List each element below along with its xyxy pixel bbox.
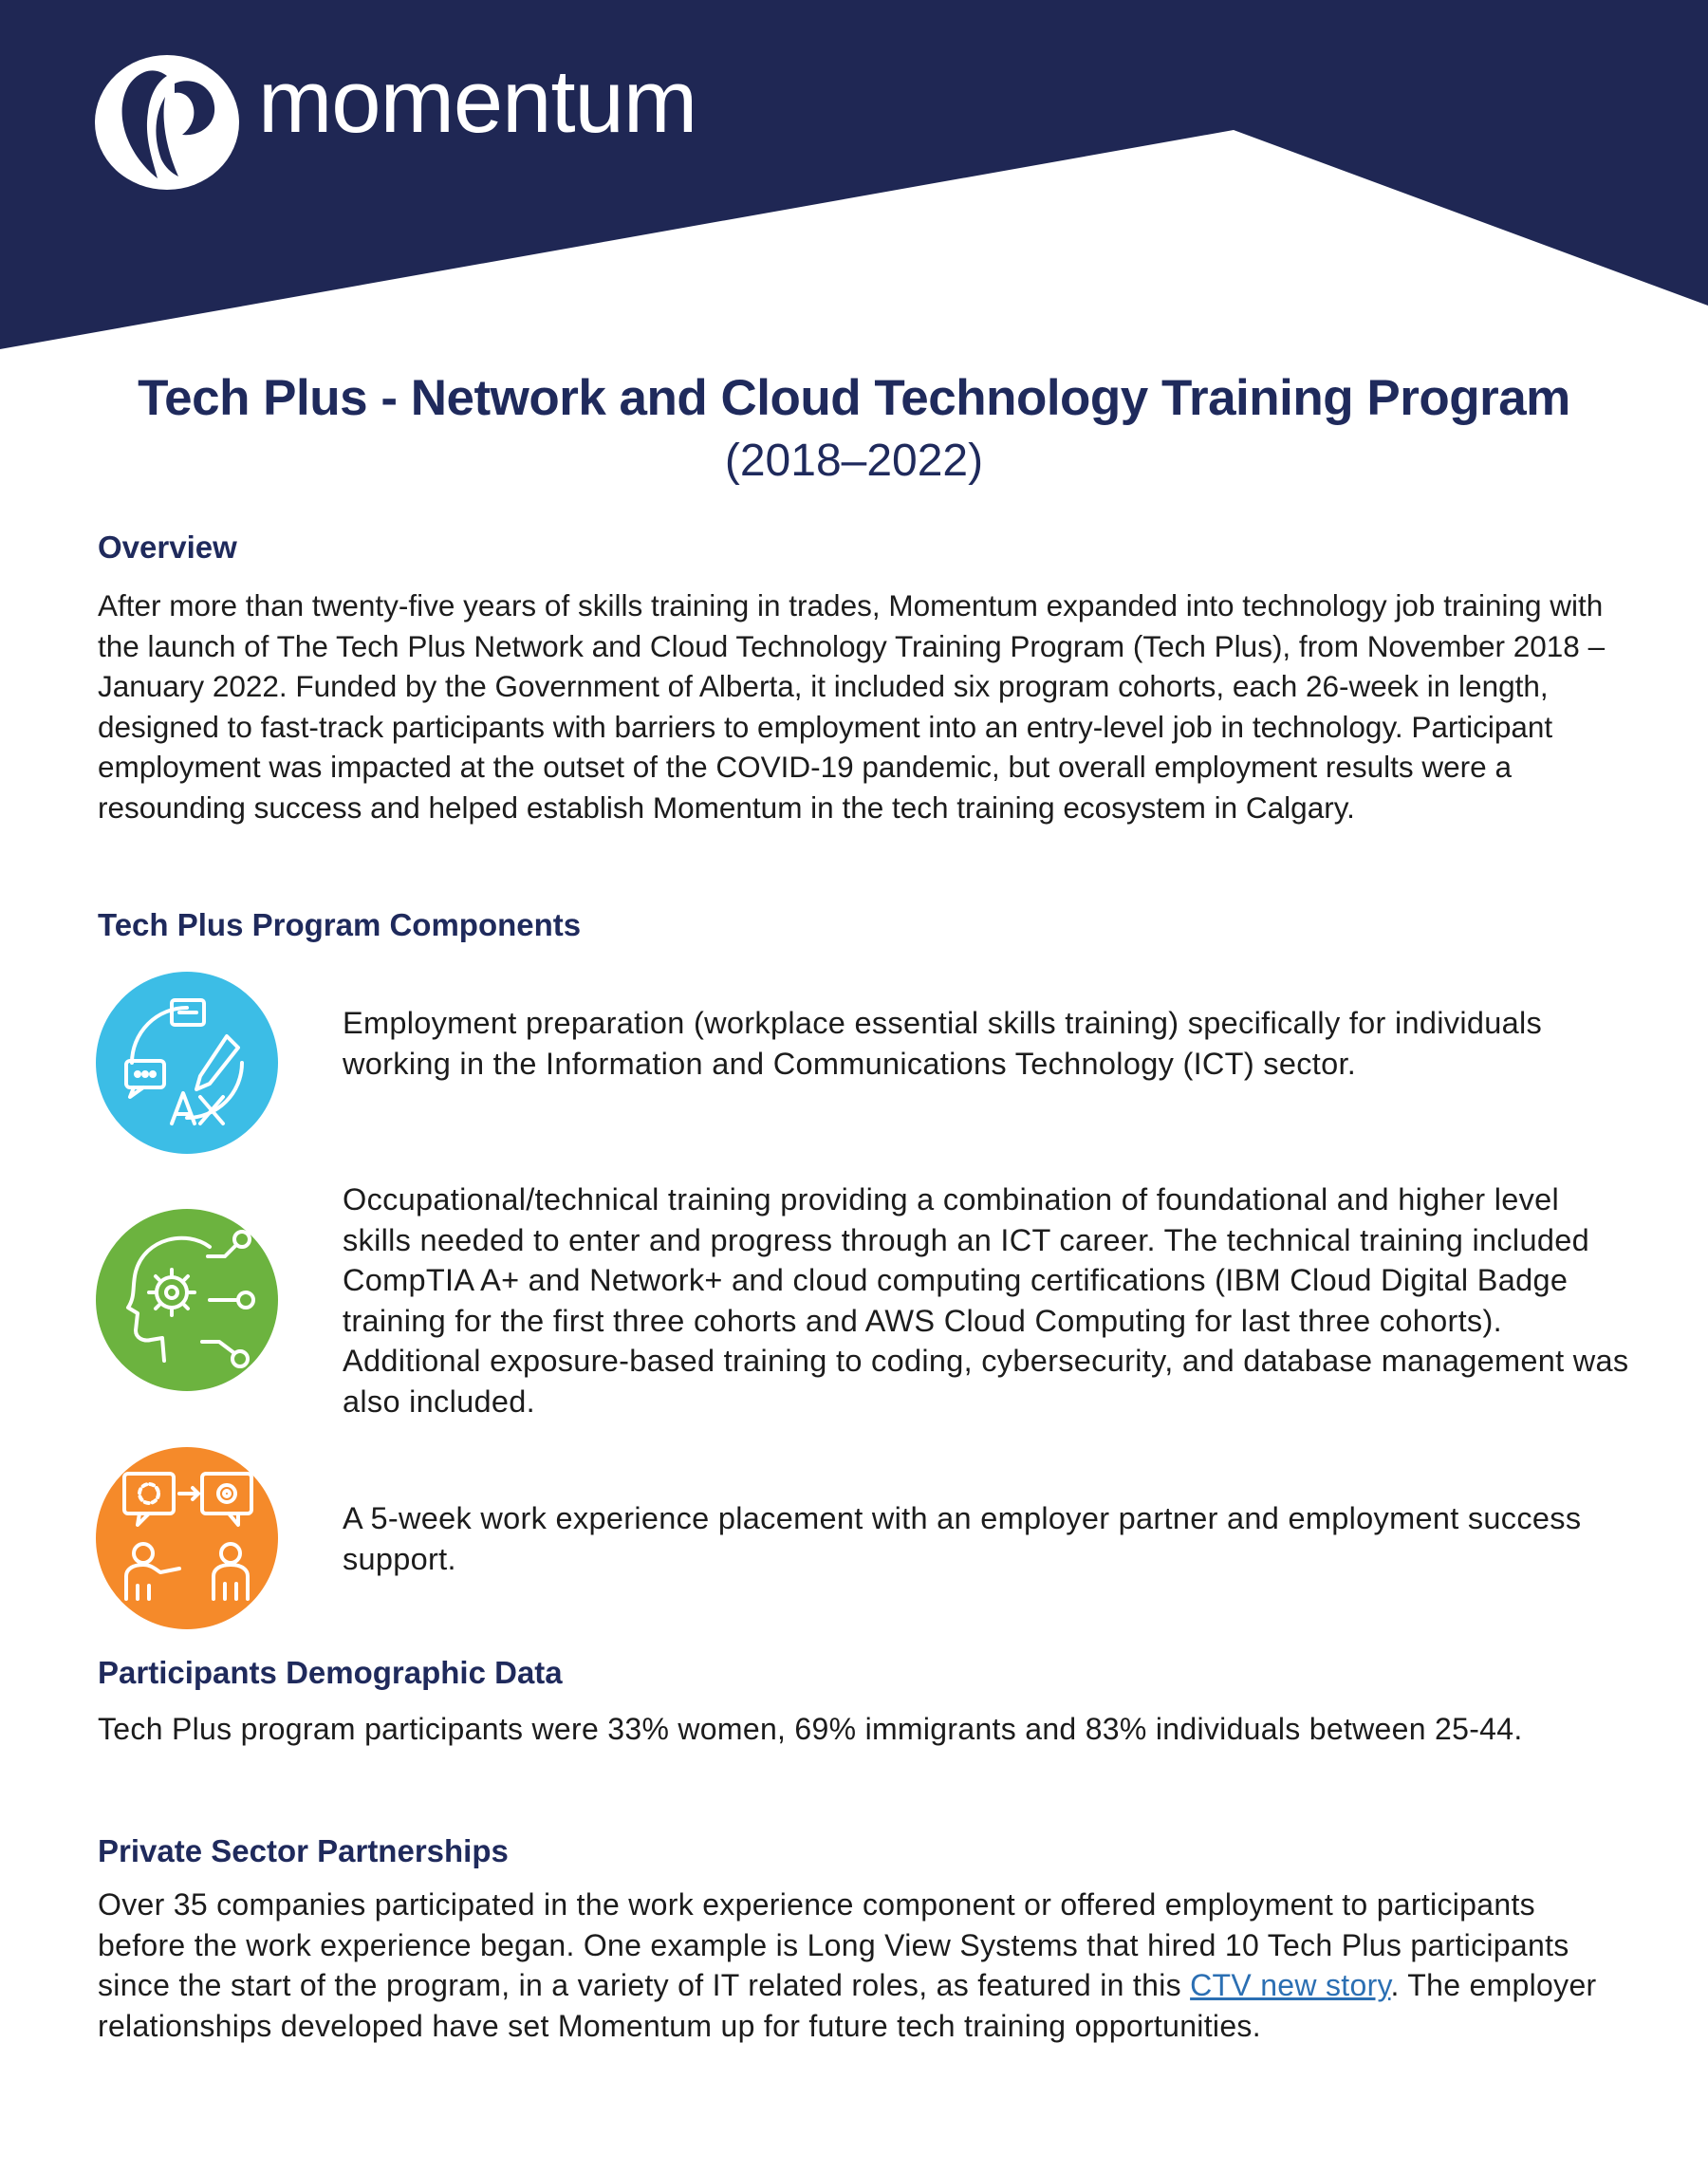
components-heading: Tech Plus Program Components [98,907,582,942]
demographics-heading: Participants Demographic Data [98,1655,563,1690]
overview-heading: Overview [98,529,237,565]
partnerships-text-before: Over 35 companies participated in the work experience component or offered employment to participants before the work experience began. One example is Long View Systems that hired 10 Tech Plus participants since the start of the program, in a variety of IT related roles, as featured in this [98,1887,1569,2002]
brand-name: momentum [258,51,697,151]
ctv-story-link[interactable]: CTV new story [1190,1968,1391,2002]
demographics-paragraph: Tech Plus program participants were 33% women, 69% immigrants and 83% individuals between 25-44. [98,1712,1523,1746]
momentum-swirl-logo-icon [95,55,239,190]
partnerships-heading: Private Sector Partnerships [98,1833,509,1868]
component-text-3: A 5-week work experience placement with an employer partner and employment success support. [343,1501,1582,1576]
partnerships-paragraph [98,1885,1616,2046]
component-text-2: Occupational/technical training providing a combination of foundational and higher level skills needed to enter and progress through an ICT career. The technical training included CompTIA A+ and Network+ and cloud computing certifications (IBM Cloud Digital Badge training for the first three cohorts and AWS Cloud Computing for last three cohorts). Additional exposure-based training to coding, cybersecurity, and database management was also included. [343,1182,1629,1419]
component-text-1: Employment preparation (workplace essential skills training) specifically for individuals working in the Information and Communications Technology (ICT) sector. [343,1006,1543,1081]
communication-skills-icon [96,972,278,1154]
page-subtitle: (2018–2022) [724,436,984,486]
technical-mind-gear-icon [96,1209,278,1391]
overview-paragraph: After more than twenty-five years of skills training in trades, Momentum expanded into technology job training with the launch of The Tech Plus Network and Cloud Technology Training Program (Tech Plus), from November 2018 – January 2022. Funded by the Government of Alberta, it included six program cohorts, each 26-week in length, designed to fast-track participants with barriers to employment into an entry-level job in technology. Participant employment was impacted at the outset of the COVID-19 pandemic, but overall employment results were a resounding success and helped establish Momentum in the tech training ecosystem in Calgary. [98,588,1606,825]
page-title: Tech Plus - Network and Cloud Technology Training Program [138,370,1570,426]
header-banner [0,0,1708,361]
work-placement-people-icon [96,1447,278,1629]
partnerships-text-after: . The employer relationships developed have set Momentum up for future tech training opportunities. [98,1968,1597,2043]
